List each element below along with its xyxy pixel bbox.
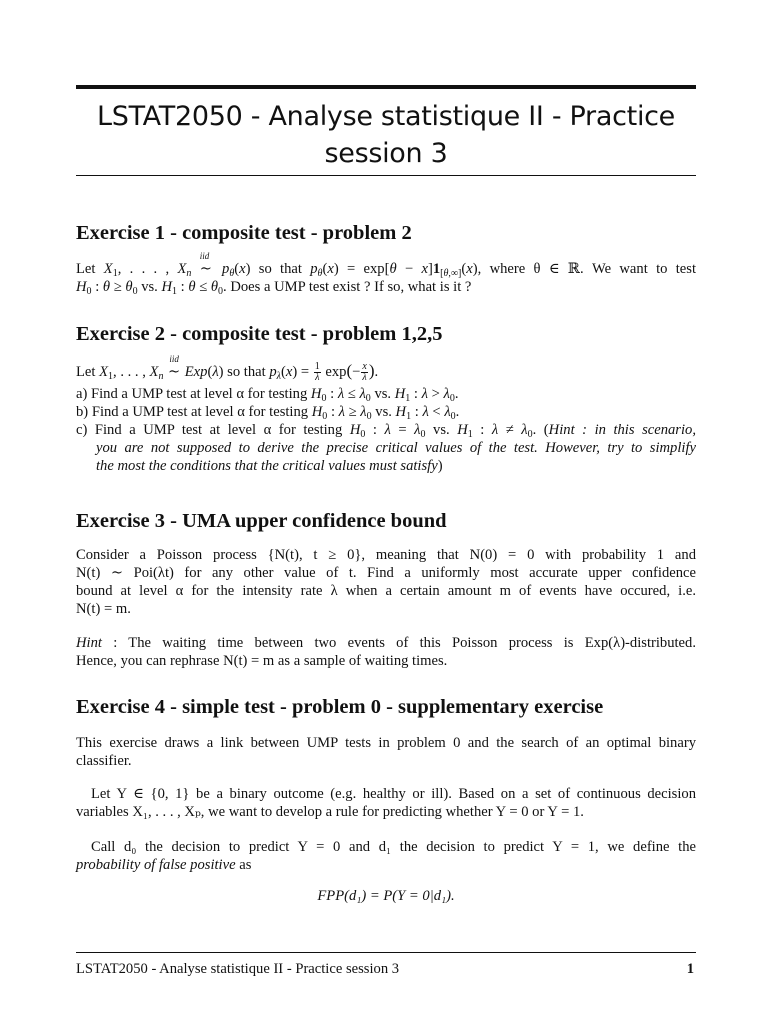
exercise-4-p2-line-2: variables X₁, . . . , Xₚ, we want to develop a rule for predicting whether Y = 0 or Y = 1. [76, 804, 584, 820]
exercise-3-heading: Exercise 3 - UMA upper confidence bound [76, 510, 447, 532]
page-number: 1 [686, 961, 694, 977]
exercise-1-line-1: Let $X_1$, . . . , $X_n$ iid ∼ $p_\theta(x)$ so that $p_\theta(x) = \exp[\theta - x]1_{[\theta,\infty]}(x)$, where θ ∈ ℝ. We want to test [76, 251, 696, 279]
exercise-1-body [76, 251, 696, 297]
exercise-3-hint-line-1: Hint : The waiting time between two events of this Poisson process is Exp(λ)-distributed. [76, 635, 696, 651]
top-rule [76, 85, 696, 89]
exercise-3-hint-line-2: Hence, you can rephrase N(t) = m as a sample of waiting times. [76, 653, 448, 669]
exercise-3-line-2: N(t) ∼ Poi(λt) for any other value of t. Find a uniformly most accurate upper confidence [76, 565, 696, 581]
exercise-4-paragraph-2 [76, 785, 696, 821]
page-title [76, 98, 696, 172]
exercise-2-heading: Exercise 2 - composite test - problem 1,2,5 [76, 323, 443, 345]
exercise-3-line-3: bound at level α for the intensity rate λ when a certain amount m of events have occured, i.e. [76, 583, 696, 599]
footer-rule [76, 952, 696, 953]
exercise-1-heading: Exercise 1 - composite test - problem 2 [76, 222, 412, 244]
exercise-4-intro-line-1: This exercise draws a link between UMP tests in problem 0 and the search of an optimal binary [76, 735, 696, 751]
title-line-2: session 3 [324, 138, 448, 169]
exercise-4-p3-line-1: Call d₀ the decision to predict Y = 0 and d₁ the decision to predict Y = 1, we define the [91, 839, 696, 855]
page-footer [76, 960, 696, 978]
exercise-4-p2-line-1: Let Y ∈ {0, 1} be a binary outcome (e.g. healthy or ill). Based on a set of continuous decision [91, 786, 696, 802]
exercise-3-hint [76, 634, 696, 670]
exercise-4-heading: Exercise 4 - simple test - problem 0 - supplementary exercise [76, 696, 604, 718]
exercise-2-item-c: c) Find a UMP test at level α for testing $H_0$ : $\lambda = \lambda_0$ vs. $H_1$ : $\lambda \ne \lambda_0$. (Hint : in this scenario, [76, 422, 696, 441]
exercise-2-item-b: b) Find a UMP test at level α for testing $H_0$ : $\lambda \ge \lambda_0$ vs. $H_1$ : $\lambda < \lambda_0$. [76, 404, 460, 423]
exercise-2-hint-line-2: you are not supposed to derive the precise critical values of the test. However, try to simplify [96, 440, 696, 457]
title-line-1: LSTAT2050 - Analyse statistique II - Practice [97, 101, 675, 132]
exercise-2-intro: Let $X_1$, . . . , $X_n$ iid ∼ Exp(λ) so that $p_\lambda(x)$ = $\frac{1}{\lambda}$ exp(− $\frac{x}{\lambda}$ ). [76, 354, 379, 384]
exercise-2-body [76, 354, 696, 475]
exercise-4-intro [76, 734, 696, 770]
exercise-3-line-4: N(t) = m. [76, 601, 131, 617]
exercise-2-hint-line-3: the most the conditions that the critical values must satisfy) [96, 458, 443, 475]
exercise-3-line-1: Consider a Poisson process {N(t), t ≥ 0}, meaning that N(0) = 0 with probability 1 and [76, 547, 696, 563]
title-rule [76, 175, 696, 176]
exercise-3-body [76, 546, 696, 618]
exercise-4-intro-line-2: classifier. [76, 753, 132, 769]
exercise-2-item-a: a) Find a UMP test at level α for testing $H_0$ : $\lambda \le \lambda_0$ vs. $H_1$ : $\lambda > \lambda_0$. [76, 386, 459, 405]
exercise-1-line-2: $H_0$ : $\theta \ge \theta_0$ vs. $H_1$ : $\theta \le \theta_0$. Does a UMP test exist ? If so, what is it ? [76, 279, 472, 297]
exercise-4-paragraph-3 [76, 838, 696, 874]
exercise-4-p3-line-2: probability of false positive as [76, 857, 252, 873]
footer-text: LSTAT2050 - Analyse statistique II - Practice session 3 [76, 961, 400, 977]
fpp-formula: FPP(d₁) = P(Y = 0|d₁). [317, 888, 455, 904]
